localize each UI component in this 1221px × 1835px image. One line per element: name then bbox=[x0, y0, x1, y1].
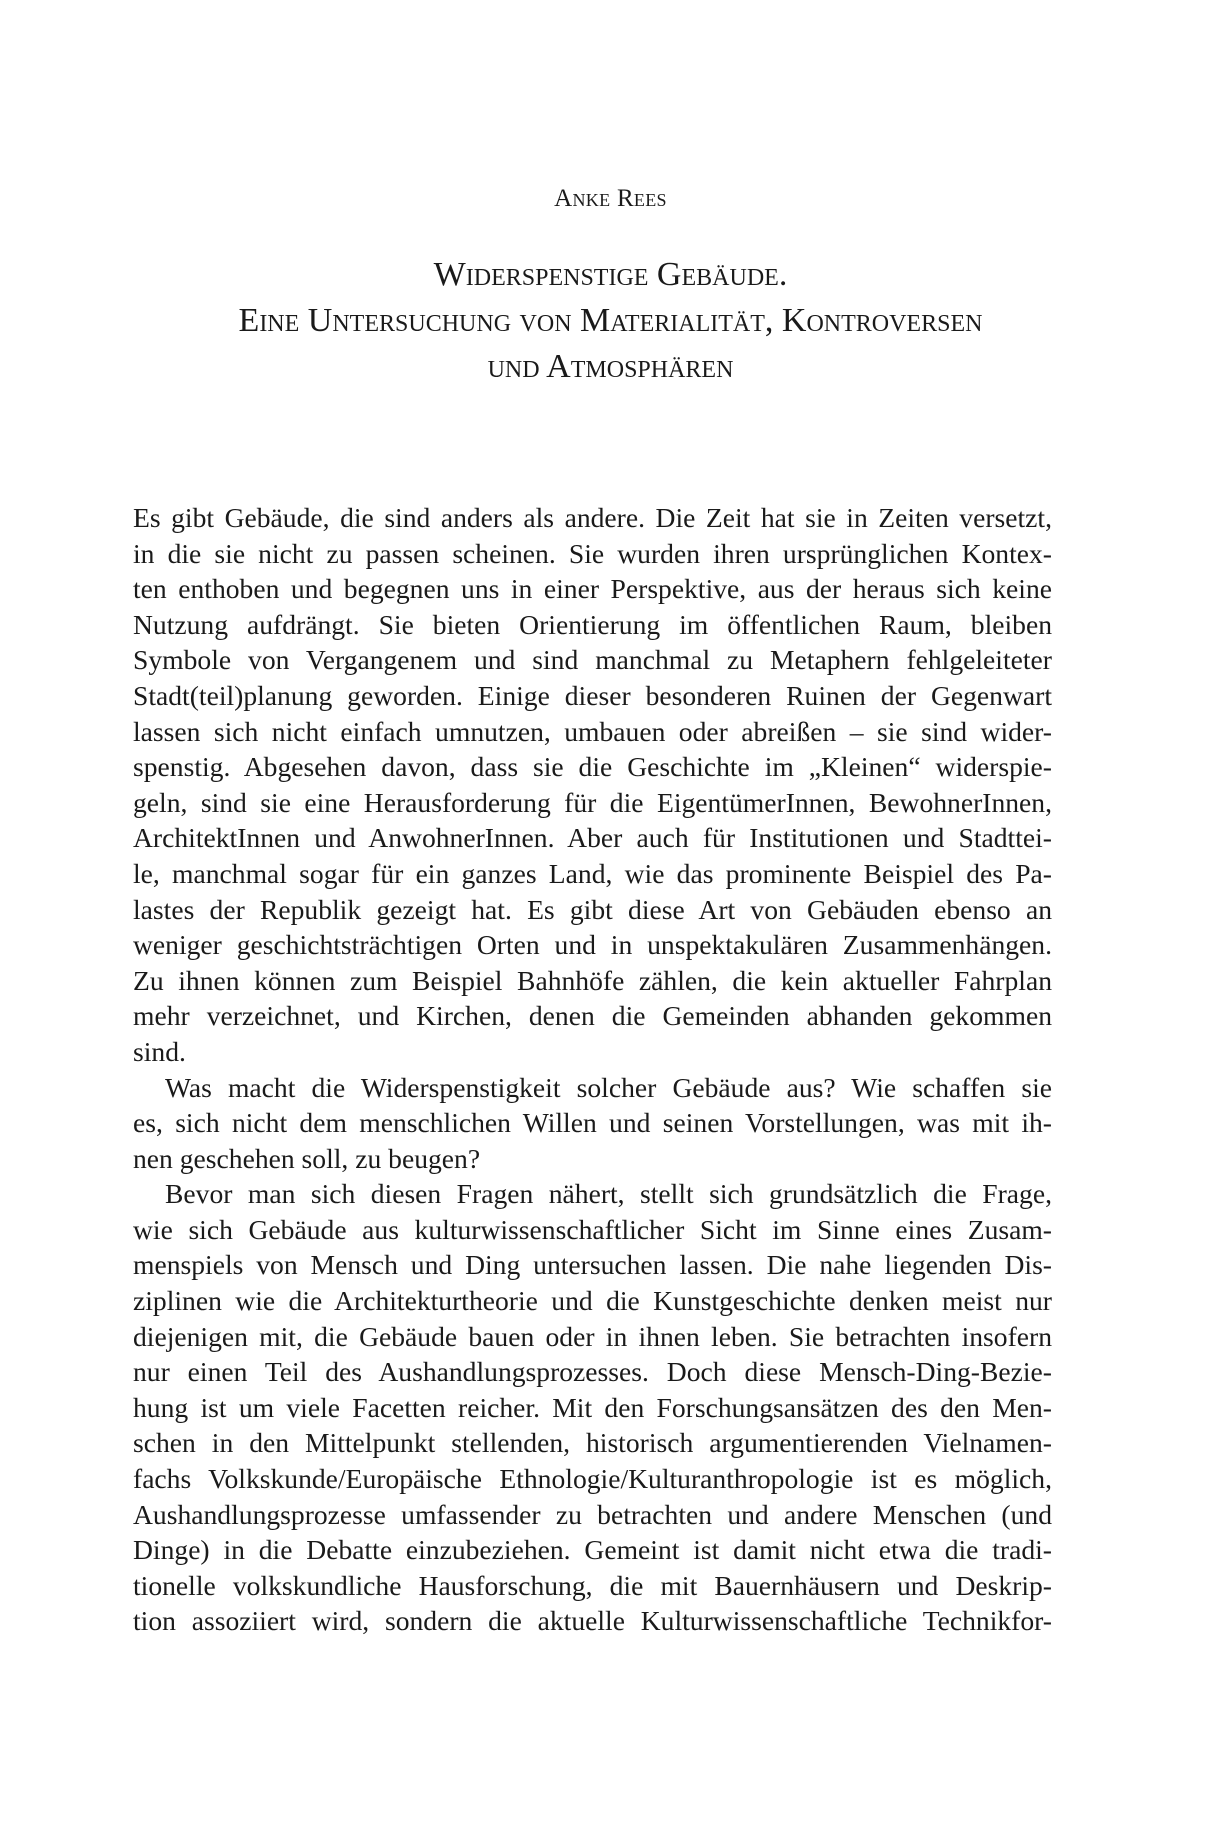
paragraph-line: nen geschehen soll, zu beugen? bbox=[133, 1142, 481, 1174]
paragraph-line: tionelle volkskundliche Hausforschung, die mit Bauernhäusern und Deskrip- bbox=[133, 1569, 1052, 1601]
paragraph-line: Was macht die Widerspenstigkeit solcher Gebäude aus? Wie schaffen sie bbox=[165, 1071, 1052, 1103]
paragraph-line: Nutzung aufdrängt. Sie bieten Orientierung im öffentlichen Raum, bleiben bbox=[133, 608, 1052, 640]
paragraph-line: Es gibt Gebäude, die sind anders als andere. Die Zeit hat sie in Zeiten versetzt, bbox=[133, 502, 1052, 533]
chapter-title bbox=[120, 252, 1101, 390]
paragraph-line: Symbole von Vergangenem und sind manchmal zu Metaphern fehlgeleiteter bbox=[133, 644, 1052, 676]
paragraph-line: weniger geschichtsträchtigen Orten und in unspektakulären Zusammenhängen. bbox=[133, 929, 1052, 961]
paragraph-line: geln, sind sie eine Herausforderung für die EigentümerInnen, BewohnerInnen, bbox=[133, 786, 1052, 818]
paragraph-line: nur einen Teil des Aushandlungsprozesses. Doch diese Mensch-Ding-Bezie- bbox=[133, 1356, 1052, 1388]
paragraph-line: schen in den Mittelpunkt stellenden, historisch argumentierenden Vielnamen- bbox=[133, 1427, 1052, 1459]
title-line: Widerspenstige Gebäude. bbox=[433, 256, 788, 293]
paragraph-line: Zu ihnen können zum Beispiel Bahnhöfe zählen, die kein aktueller Fahrplan bbox=[133, 964, 1052, 996]
paragraph-line: fachs Volkskunde/Europäische Ethnologie/Kulturanthropologie ist es möglich, bbox=[133, 1463, 1052, 1495]
paragraph-line: ziplinen wie die Architekturtheorie und die Kunstgeschichte denken meist nur bbox=[133, 1285, 1052, 1317]
paragraph-line: es, sich nicht dem menschlichen Willen und seinen Vorstellungen, was mit ih- bbox=[133, 1107, 1052, 1139]
paragraph-line: Dinge) in die Debatte einzubeziehen. Gemeint ist damit nicht etwa die tradi- bbox=[133, 1534, 1052, 1566]
paragraph-line: tion assoziiert wird, sondern die aktuelle Kulturwissenschaftliche Technikfor- bbox=[133, 1605, 1052, 1637]
paragraph-line: hung ist um viele Facetten reicher. Mit den Forschungsansätzen des den Men- bbox=[133, 1391, 1052, 1423]
paragraph-line: le, manchmal sogar für ein ganzes Land, wie das prominente Beispiel des Pa- bbox=[133, 857, 1052, 889]
paragraph-line: Bevor man sich diesen Fragen nähert, stellt sich grundsätzlich die Frage, bbox=[165, 1178, 1052, 1210]
paragraph-line: sind. bbox=[133, 1035, 186, 1067]
author-name: Anke Rees bbox=[554, 185, 667, 212]
paragraph-line: lassen sich nicht einfach umnutzen, umbauen oder abreißen – sie sind wider- bbox=[133, 715, 1052, 747]
paragraph-line: lastes der Republik gezeigt hat. Es gibt diese Art von Gebäuden ebenso an bbox=[133, 893, 1052, 925]
paragraph-line: spenstig. Abgesehen davon, dass sie die Geschichte im „Kleinen“ widerspie- bbox=[133, 751, 1052, 783]
paragraph-line: mehr verzeichnet, und Kirchen, denen die Gemeinden abhanden gekommen bbox=[133, 1000, 1052, 1032]
paragraph-line: Stadt(teil)planung geworden. Einige dieser besonderen Ruinen der Gegenwart bbox=[133, 679, 1052, 711]
paragraph-line: wie sich Gebäude aus kulturwissenschaftlicher Sicht im Sinne eines Zusam- bbox=[133, 1213, 1052, 1245]
paragraph-line: Aushandlungsprozesse umfassender zu betrachten und andere Menschen (und bbox=[133, 1498, 1052, 1530]
paragraph-line: in die sie nicht zu passen scheinen. Sie wurden ihren ursprünglichen Kontex- bbox=[133, 537, 1052, 569]
title-line: und Atmosphären bbox=[487, 348, 734, 385]
paragraph-line: ten enthoben und begegnen uns in einer Perspektive, aus der heraus sich keine bbox=[133, 573, 1052, 605]
body-text bbox=[133, 500, 1052, 1639]
paragraph-line: menspiels von Mensch und Ding untersuchen lassen. Die nahe liegenden Dis- bbox=[133, 1249, 1052, 1281]
paragraph-line: ArchitektInnen und AnwohnerInnen. Aber auch für Institutionen und Stadttei- bbox=[133, 822, 1052, 854]
title-line: Eine Untersuchung von Materialität, Kontroversen bbox=[238, 302, 983, 339]
paragraph-line: diejenigen mit, die Gebäude bauen oder in ihnen leben. Sie betrachten insofern bbox=[133, 1320, 1052, 1352]
